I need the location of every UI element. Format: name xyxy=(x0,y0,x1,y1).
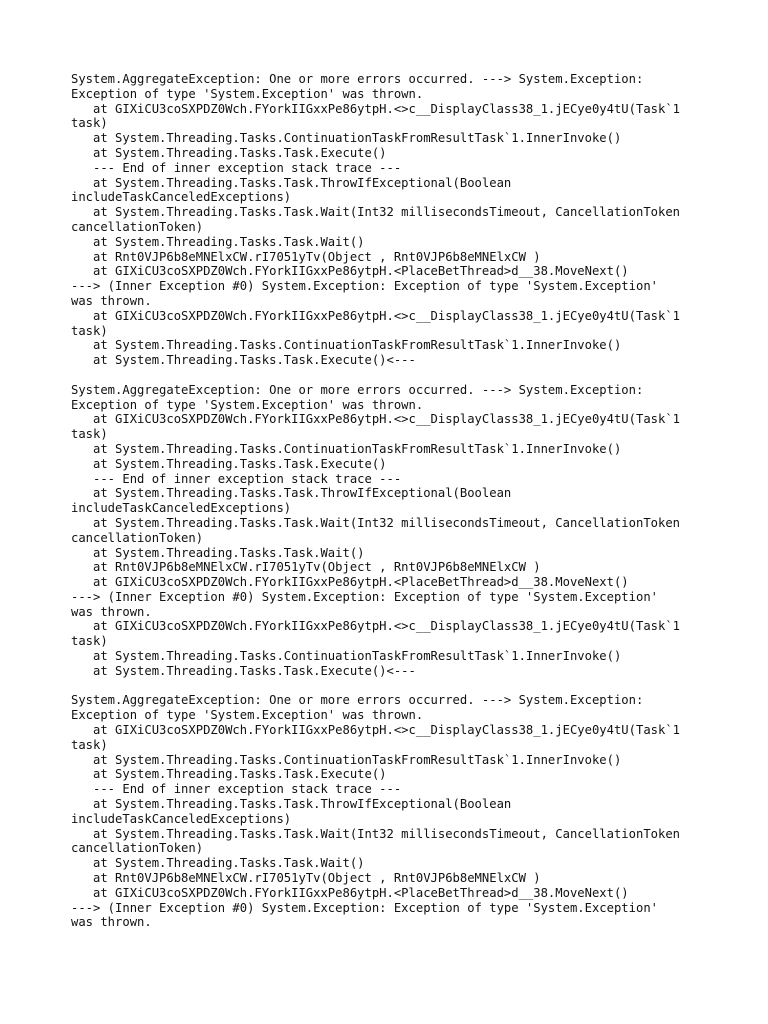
trace-line: cancellationToken) xyxy=(71,219,204,234)
trace-line: at System.Threading.Tasks.Task.Wait() xyxy=(71,545,365,560)
trace-line: at System.Threading.Tasks.Task.Execute()<--- xyxy=(71,353,416,368)
trace-line: includeTaskCanceledExceptions) xyxy=(71,190,292,205)
trace-line: System.AggregateException: One or more errors occurred. ---> System.Exception: xyxy=(71,72,644,86)
trace-line: at Rnt0VJP6b8eMNElxCW.rI7051yTv(Object , Rnt0VJP6b8eMNElxCW ) xyxy=(71,560,541,575)
trace-line: task) xyxy=(71,116,108,131)
trace-line: task) xyxy=(71,737,108,752)
trace-line: at System.Threading.Tasks.Task.Wait() xyxy=(71,234,365,249)
trace-line: Exception of type 'System.Exception' was thrown. xyxy=(71,397,424,412)
trace-line: was thrown. xyxy=(71,293,152,308)
stack-trace-document xyxy=(71,72,711,945)
trace-line: --- End of inner exception stack trace --- xyxy=(71,782,402,797)
trace-line: cancellationToken) xyxy=(71,841,204,856)
trace-line: includeTaskCanceledExceptions) xyxy=(71,501,292,516)
trace-line: Exception of type 'System.Exception' was thrown. xyxy=(71,708,424,723)
trace-line: at System.Threading.Tasks.Task.Wait() xyxy=(71,856,365,871)
trace-line: ---> (Inner Exception #0) System.Exception: Exception of type 'System.Exception' xyxy=(71,589,658,604)
trace-line: at System.Threading.Tasks.Task.Execute() xyxy=(71,767,387,782)
trace-line: at GIXiCU3coSXPDZ0Wch.FYorkIIGxxPe86ytpH.<PlaceBetThread>d__38.MoveNext() xyxy=(71,885,629,900)
trace-line: at System.Threading.Tasks.Task.Wait(Int32 millisecondsTimeout, CancellationToken xyxy=(71,826,681,841)
trace-line: System.AggregateException: One or more errors occurred. ---> System.Exception: xyxy=(71,382,644,397)
exception-block-2 xyxy=(71,383,711,679)
trace-line: task) xyxy=(71,323,108,338)
trace-line: at System.Threading.Tasks.ContinuationTaskFromResultTask`1.InnerInvoke() xyxy=(71,131,622,146)
trace-line: at System.Threading.Tasks.Task.Wait(Int32 millisecondsTimeout, CancellationToken xyxy=(71,205,681,220)
trace-line: ---> (Inner Exception #0) System.Exception: Exception of type 'System.Exception' xyxy=(71,900,658,915)
trace-line: System.AggregateException: One or more errors occurred. ---> System.Exception: xyxy=(71,693,644,708)
trace-line: ---> (Inner Exception #0) System.Exception: Exception of type 'System.Exception' xyxy=(71,279,658,294)
trace-line: at System.Threading.Tasks.Task.ThrowIfExceptional(Boolean xyxy=(71,486,512,501)
trace-line: cancellationToken) xyxy=(71,530,204,545)
trace-line: at GIXiCU3coSXPDZ0Wch.FYorkIIGxxPe86ytpH.<PlaceBetThread>d__38.MoveNext() xyxy=(71,575,629,590)
trace-line: at System.Threading.Tasks.Task.Execute()<--- xyxy=(71,663,416,678)
trace-line: at GIXiCU3coSXPDZ0Wch.FYorkIIGxxPe86ytpH.<>c__DisplayClass38_1.jECye0y4tU(Task`1 xyxy=(71,412,681,427)
trace-line: at GIXiCU3coSXPDZ0Wch.FYorkIIGxxPe86ytpH.<>c__DisplayClass38_1.jECye0y4tU(Task`1 xyxy=(71,308,681,323)
trace-line: --- End of inner exception stack trace --- xyxy=(71,471,402,486)
trace-line: includeTaskCanceledExceptions) xyxy=(71,811,292,826)
trace-line: at System.Threading.Tasks.Task.Execute() xyxy=(71,145,387,160)
trace-line: at System.Threading.Tasks.ContinuationTaskFromResultTask`1.InnerInvoke() xyxy=(71,752,622,767)
trace-line: at Rnt0VJP6b8eMNElxCW.rI7051yTv(Object , Rnt0VJP6b8eMNElxCW ) xyxy=(71,249,541,264)
trace-line: at System.Threading.Tasks.ContinuationTaskFromResultTask`1.InnerInvoke() xyxy=(71,338,622,353)
trace-line: Exception of type 'System.Exception' was thrown. xyxy=(71,86,424,101)
trace-line: at GIXiCU3coSXPDZ0Wch.FYorkIIGxxPe86ytpH.<PlaceBetThread>d__38.MoveNext() xyxy=(71,264,629,279)
trace-line: at System.Threading.Tasks.ContinuationTaskFromResultTask`1.InnerInvoke() xyxy=(71,441,622,456)
trace-line: at System.Threading.Tasks.Task.Execute() xyxy=(71,456,387,471)
trace-line: at System.Threading.Tasks.Task.ThrowIfExceptional(Boolean xyxy=(71,797,512,812)
trace-line: --- End of inner exception stack trace --- xyxy=(71,160,402,175)
trace-line: at GIXiCU3coSXPDZ0Wch.FYorkIIGxxPe86ytpH.<>c__DisplayClass38_1.jECye0y4tU(Task`1 xyxy=(71,723,681,738)
trace-line: was thrown. xyxy=(71,604,152,619)
trace-line: at GIXiCU3coSXPDZ0Wch.FYorkIIGxxPe86ytpH.<>c__DisplayClass38_1.jECye0y4tU(Task`1 xyxy=(71,101,681,116)
trace-line: at System.Threading.Tasks.Task.ThrowIfExceptional(Boolean xyxy=(71,175,512,190)
exception-block-3 xyxy=(71,693,711,930)
trace-line: at System.Threading.Tasks.ContinuationTaskFromResultTask`1.InnerInvoke() xyxy=(71,649,622,664)
exception-block-1 xyxy=(71,72,711,368)
trace-line: at System.Threading.Tasks.Task.Wait(Int32 millisecondsTimeout, CancellationToken xyxy=(71,515,681,530)
trace-line: was thrown. xyxy=(71,915,152,930)
trace-line: task) xyxy=(71,427,108,442)
trace-line: at Rnt0VJP6b8eMNElxCW.rI7051yTv(Object , Rnt0VJP6b8eMNElxCW ) xyxy=(71,871,541,886)
trace-line: task) xyxy=(71,634,108,649)
trace-line: at GIXiCU3coSXPDZ0Wch.FYorkIIGxxPe86ytpH.<>c__DisplayClass38_1.jECye0y4tU(Task`1 xyxy=(71,619,681,634)
